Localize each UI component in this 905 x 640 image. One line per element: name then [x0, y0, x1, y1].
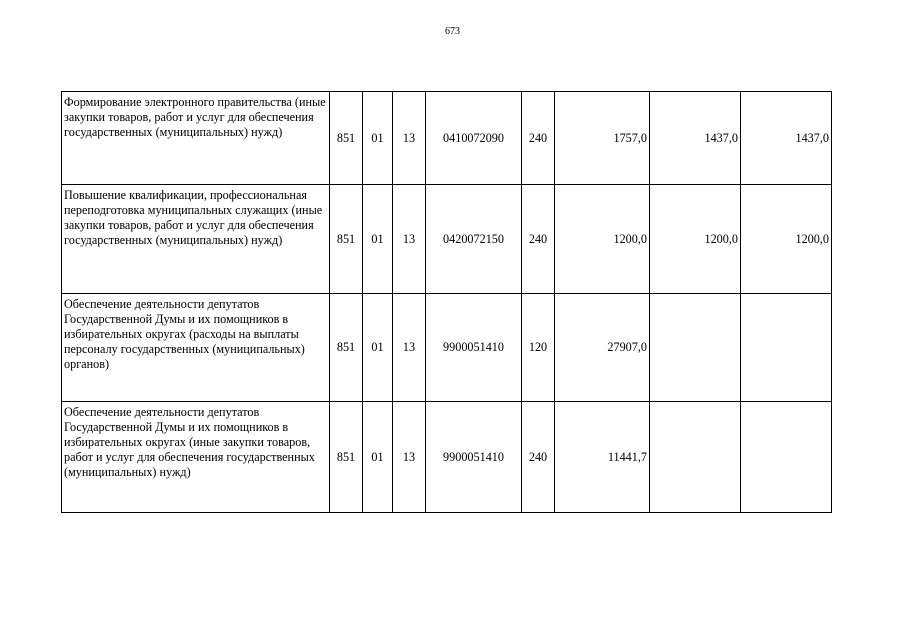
sum-year3-cell: 1437,0: [741, 92, 832, 185]
sum-year2-cell: 1437,0: [650, 92, 741, 185]
sum-year2-cell: [650, 294, 741, 402]
vr-cell: 240: [522, 92, 555, 185]
row-name-cell: Формирование электронного правительства (иные закупки товаров, работ и услуг для обеспечения государственных (муниципальных) нужд): [62, 92, 330, 185]
rz-cell: 01: [363, 402, 393, 513]
rz-cell: 01: [363, 294, 393, 402]
ved-cell: 851: [330, 92, 363, 185]
sum-year3-cell: [741, 294, 832, 402]
page-number: 673: [445, 26, 460, 37]
csr-cell: 9900051410: [426, 402, 522, 513]
table-row: [62, 294, 832, 402]
table-row: [62, 185, 832, 294]
ved-cell: 851: [330, 402, 363, 513]
sum-year1-cell: 11441,7: [555, 402, 650, 513]
csr-cell: 9900051410: [426, 294, 522, 402]
budget-table: [61, 91, 832, 513]
pr-cell: 13: [393, 402, 426, 513]
sum-year2-cell: 1200,0: [650, 185, 741, 294]
ved-cell: 851: [330, 294, 363, 402]
rz-cell: 01: [363, 185, 393, 294]
vr-cell: 120: [522, 294, 555, 402]
table-row: [62, 92, 832, 185]
row-name-cell: Обеспечение деятельности депутатов Государственной Думы и их помощников в избирательных округах (расходы на выплаты персоналу государственных (муниципальных) органов): [62, 294, 330, 402]
csr-cell: 0410072090: [426, 92, 522, 185]
vr-cell: 240: [522, 402, 555, 513]
pr-cell: 13: [393, 185, 426, 294]
sum-year1-cell: 27907,0: [555, 294, 650, 402]
sum-year1-cell: 1200,0: [555, 185, 650, 294]
table-row: [62, 402, 832, 513]
rz-cell: 01: [363, 92, 393, 185]
csr-cell: 0420072150: [426, 185, 522, 294]
ved-cell: 851: [330, 185, 363, 294]
pr-cell: 13: [393, 294, 426, 402]
sum-year3-cell: [741, 402, 832, 513]
sum-year3-cell: 1200,0: [741, 185, 832, 294]
sum-year2-cell: [650, 402, 741, 513]
sum-year1-cell: 1757,0: [555, 92, 650, 185]
vr-cell: 240: [522, 185, 555, 294]
row-name-cell: Обеспечение деятельности депутатов Государственной Думы и их помощников в избирательных округах (иные закупки товаров, работ и услуг для обеспечения государственных (муниципальных) нужд): [62, 402, 330, 513]
row-name-cell: Повышение квалификации, профессиональная переподготовка муниципальных служащих (иные закупки товаров, работ и услуг для обеспечения государственных (муниципальных) нужд): [62, 185, 330, 294]
pr-cell: 13: [393, 92, 426, 185]
